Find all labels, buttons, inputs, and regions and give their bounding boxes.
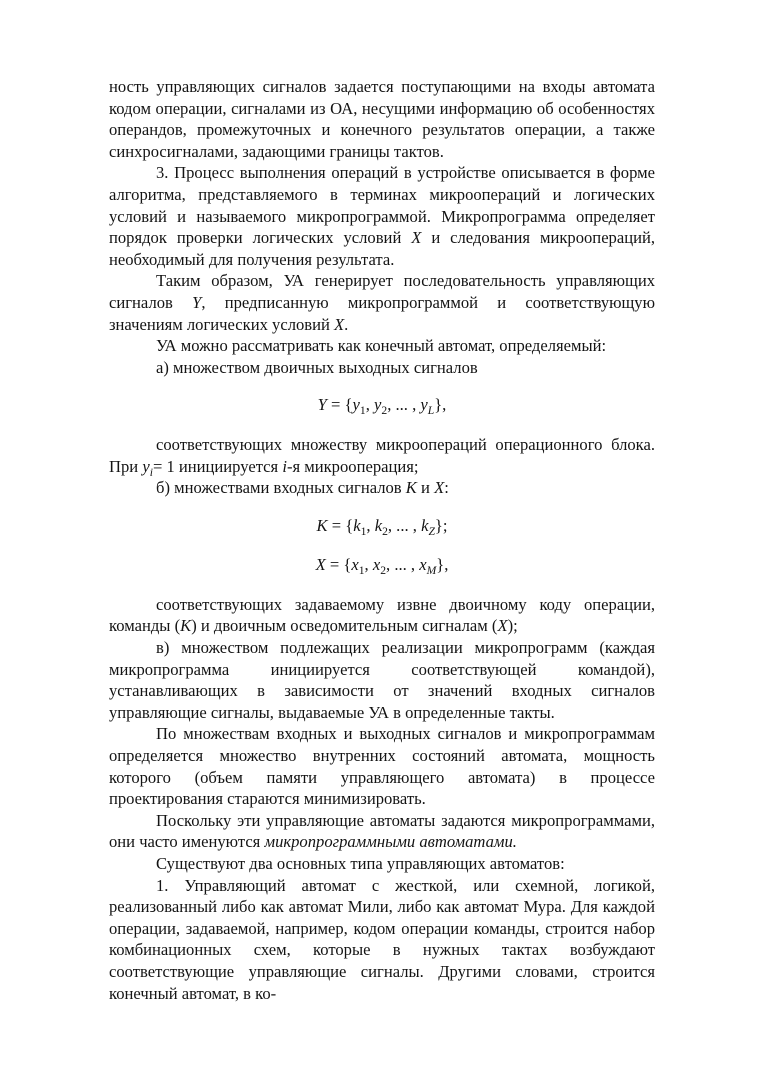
- var-x: X: [411, 228, 422, 248]
- page-text: [109, 76, 655, 1004]
- formula-x-set: $X = \{x_1$, $x_2$, ... , $x_M$},: [315, 555, 449, 578]
- paragraph-states: По множествам входных и выходных сигналов и микропрограммам определяется множество внутренних состояний автомата, мощность которого (объем памяти управляющего автомата) в процессе проектирования стараются минимизировать.: [109, 724, 655, 809]
- paragraph-item-3: 3. Процесс выполнения операций в устройстве описывается в форме алгоритма, представляемого в терминах микроопераций и логических условий и называемого микропрограммой. Микропрограмма определяет порядок проверки логических условий X и следования микроопераций, необходимый для получения результата.: [109, 163, 656, 269]
- paragraph-kx-desc: соответствующих задаваемому извне двоичному коду операции, команды (K) и двоичным осведомительным сигналам (X);: [109, 594, 655, 636]
- formula-k-set: $K = \{k_1$, $k_2$, ... , $k_Z$};: [316, 515, 448, 538]
- paragraph-automaton-intro: УА можно рассматривать как конечный автомат, определяемый:: [156, 336, 607, 356]
- paragraph-types-intro: Существуют два основных типа управляющих автоматов:: [156, 854, 565, 873]
- paragraph-list-b: б) множествами входных сигналов K и X:: [156, 478, 449, 498]
- emphasis-term: микропрограммными автоматами.: [264, 832, 517, 852]
- formula-y-set: $Y = \{y_1$, $y_2$, ... , $y_L$},: [317, 395, 447, 418]
- paragraph-list-c: в) множеством подлежащих реализации микропрограмм (каждая микропрограмма инициируется соответствующей командой), устанавливающих в зависимости от значений входных сигналов управляющие сигналы, выдаваемые УА в определенные такты.: [109, 638, 655, 722]
- paragraph-list-a: а) множеством двоичных выходных сигналов: [156, 357, 478, 377]
- paragraph-y-desc: соответствующих множеству микроопераций операционного блока. При $y_i= 1$ инициируется i-я микрооперация;: [109, 434, 655, 479]
- paragraph-microprogram-automata: Поскольку эти управляющие автоматы задаются микропрограммами, они часто именуются микропрограммными автоматами.: [109, 810, 655, 852]
- paragraph-type-1: 1. Управляющий автомат с жесткой, или схемной, логикой, реализованный либо как автомат Мили, либо как автомат Мура. Для каждой операции, задаваемой, например, кодом операции команды, строится набор комбинационных схем, которые в нужных тактах возбуждают соответствующие управляющие сигналы. Другими словами, строится конечный автомат, в ко-: [109, 875, 655, 1003]
- var-x: X: [334, 314, 345, 334]
- paragraph-summary: Таким образом, УА генерирует последовательность управляющих сигналов Y, предписанную микропрограммой и соответствующую значениям логических условий X.: [109, 271, 655, 334]
- paragraph-continuation: ность управляющих сигналов задается поступающими на входы автомата кодом операции, сигналами из ОА, несущими информацию об особенностях операндов, промежуточных и конечного результатов операции, а также синхросигналами, задающими границы тактов.: [109, 77, 655, 161]
- var-y: Y: [192, 292, 202, 312]
